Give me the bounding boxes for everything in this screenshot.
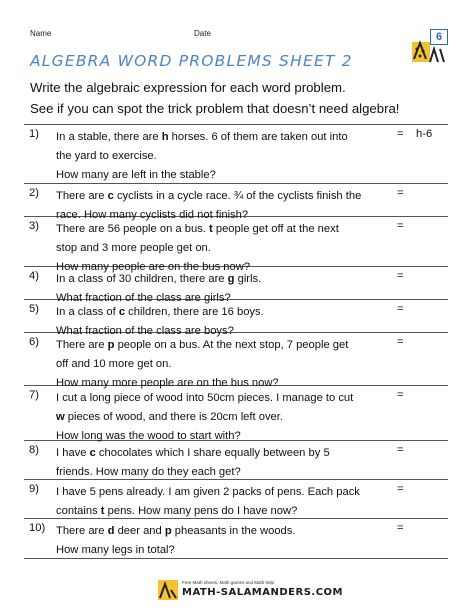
problem-text <box>56 336 386 393</box>
problem-line: off and 10 more get on. <box>56 358 172 370</box>
variable: d <box>107 525 115 537</box>
variable: p <box>164 525 172 537</box>
problem-line: What fraction of the class are boys? <box>56 325 234 337</box>
grade-badge: 6 <box>430 29 448 45</box>
footer-brand: MATH-SALAMANDERS.COM <box>182 587 343 598</box>
salamander-footer-icon <box>158 580 178 600</box>
variable: p <box>107 339 115 351</box>
problem-row <box>24 184 448 221</box>
problem-line: stop and 3 more people get on. <box>56 242 211 254</box>
problem-text <box>56 522 386 560</box>
problem-text <box>56 128 386 185</box>
problem-row <box>24 519 448 559</box>
equals-sign: = <box>397 187 404 199</box>
equals-sign: = <box>397 270 404 282</box>
problem-line: What fraction of the class are girls? <box>56 292 231 304</box>
salamander-logo <box>411 29 447 65</box>
problem-number: 6) <box>29 336 39 348</box>
problem-row <box>24 480 448 519</box>
problem-row <box>24 333 448 389</box>
variable: w <box>56 411 65 423</box>
problem-line: In a class of c children, there are 16 boys. <box>56 306 264 318</box>
problem-row <box>24 441 448 480</box>
problem-row <box>24 267 448 304</box>
problem-row <box>24 300 448 337</box>
problem-line: In a stable, there are h horses. 6 of them are taken out into <box>56 131 348 143</box>
problem-line: There are p people on a bus. At the next stop, 7 people get <box>56 339 349 351</box>
variable: c <box>89 447 96 459</box>
problem-number: 10) <box>29 522 46 534</box>
problem-table <box>24 124 448 559</box>
problem-line: friends. How many do they each get? <box>56 466 241 478</box>
problem-text <box>56 483 386 521</box>
problem-row <box>24 125 448 184</box>
problem-line: race. How many cyclists did not finish? <box>56 209 249 221</box>
variable: c <box>118 306 126 318</box>
answer-field[interactable]: h-6 <box>416 128 433 140</box>
problem-line: How many legs in total? <box>56 544 175 556</box>
equals-sign: = <box>397 444 404 456</box>
footer-logo <box>158 578 343 602</box>
problem-number: 7) <box>29 389 39 401</box>
problem-number: 8) <box>29 444 39 456</box>
problem-line: In a class of 30 children, there are g girls. <box>56 273 262 285</box>
problem-line: How many are left in the stable? <box>56 169 216 181</box>
variable: h <box>161 131 169 143</box>
problem-line: w pieces of wood, and there is 20cm left over. <box>56 411 283 423</box>
problem-line: There are 56 people on a bus. t people get off at the next <box>56 223 339 235</box>
problem-number: 5) <box>29 303 39 315</box>
variable: t <box>100 505 105 517</box>
instruction-line-2: See if you can spot the trick problem that doesn’t need algebra! <box>30 101 400 116</box>
equals-sign: = <box>397 220 404 232</box>
problem-number: 4) <box>29 270 39 282</box>
problem-number: 2) <box>29 187 39 199</box>
problem-line: There are c cyclists in a cycle race. ¾ of the cyclists finish the <box>56 190 362 202</box>
problem-number: 9) <box>29 483 39 495</box>
equals-sign: = <box>397 303 404 315</box>
problem-line: the yard to exercise. <box>56 150 157 162</box>
problem-row <box>24 386 448 441</box>
name-label: Name <box>30 29 52 38</box>
problem-line: I have c chocolates which I share equally between by 5 <box>56 447 330 459</box>
problem-line: There are d deer and p pheasants in the woods. <box>56 525 296 537</box>
variable: c <box>107 190 114 202</box>
date-label: Date <box>194 29 211 38</box>
problem-line: I have 5 pens already. I am given 2 packs of pens. Each pack <box>56 486 360 498</box>
problem-row <box>24 217 448 273</box>
variable: g <box>227 273 235 285</box>
equals-sign: = <box>397 522 404 534</box>
equals-sign: = <box>397 389 404 401</box>
equals-sign: = <box>397 336 404 348</box>
footer-tagline: Free Math sheets, Math games and Math help <box>182 580 275 585</box>
problem-line: contains t pens. How many pens do I have now? <box>56 505 298 517</box>
variable: t <box>209 223 213 235</box>
problem-number: 3) <box>29 220 39 232</box>
page-title: ALGEBRA WORD PROBLEMS SHEET 2 <box>30 52 353 70</box>
problem-text <box>56 444 386 482</box>
equals-sign: = <box>397 483 404 495</box>
problem-line: How many more people are on the bus now? <box>56 377 279 389</box>
instruction-line-1: Write the algebraic expression for each word problem. <box>30 80 346 95</box>
problem-line: I cut a long piece of wood into 50cm pieces. I manage to cut <box>56 392 354 404</box>
equals-sign: = <box>397 128 404 140</box>
problem-line: How many people are on the bus now? <box>56 261 251 273</box>
problem-line: How long was the wood to start with? <box>56 430 241 442</box>
problem-number: 1) <box>29 128 39 140</box>
problem-text <box>56 389 386 446</box>
